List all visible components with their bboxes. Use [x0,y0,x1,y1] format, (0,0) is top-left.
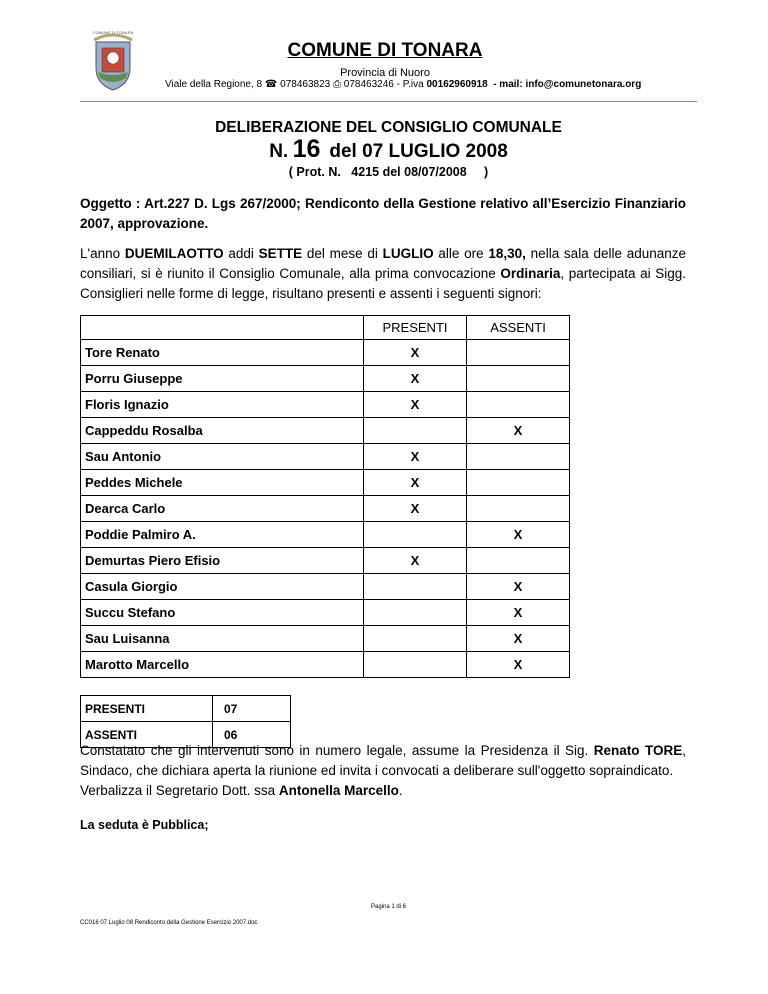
absent-mark: X [467,600,570,626]
table-row [81,470,570,496]
table-row [81,522,570,548]
header-empty-cell [81,316,364,340]
session-type: Ordinaria [500,266,561,281]
intro-text: addi [223,246,259,261]
intro-text: , partecipata ai Sigg. Consiglieri nelle forme di legge, risultano presenti e assenti i seguenti signori: [80,266,686,301]
present-mark [364,600,467,626]
councillor-name: Marotto Marcello [81,652,364,678]
present-mark [364,574,467,600]
present-mark: X [364,340,467,366]
table-row [81,496,570,522]
number-value: 16 [292,135,321,163]
table-row [81,366,570,392]
councillor-name: Dearca Carlo [81,496,364,522]
deliberation-date: del 07 LUGLIO 2008 [329,141,508,162]
crest-caption: COMUNE DI TONARA [92,30,134,35]
present-mark: X [364,392,467,418]
table-row [81,652,570,678]
absent-mark [467,470,570,496]
councillor-name: Demurtas Piero Efisio [81,548,364,574]
closing-text: . [398,783,403,798]
document-heading: DELIBERAZIONE DEL CONSIGLIO COMUNALE [215,119,562,136]
councillor-name: Peddes Michele [81,470,364,496]
table-row [81,392,570,418]
absent-mark: X [467,574,570,600]
column-header-present: PRESENTI [364,316,467,340]
closing-text: Verbalizza il Segretario Dott. ssa [80,783,279,798]
closing-text: , Sindaco, che dichiara aperta la riunione ed invita i convocati a deliberare sull'oggetto sopraindicato. [80,743,687,778]
intro-text: del mese di [302,246,383,261]
present-mark [364,522,467,548]
province: Provincia di Nuoro [340,67,430,79]
table-row [81,574,570,600]
closing-paragraph [80,741,686,801]
summary-row-present [81,696,291,722]
address: Viale della Regione, 8 [165,79,263,90]
intro-day: SETTE [258,246,303,261]
absent-mark [467,366,570,392]
present-mark: X [364,470,467,496]
file-name: CC016 07 Luglio 08 Rendiconto della Gestione Esercizio 2007.doc [80,920,258,926]
summary-absent-value: 06 [213,722,291,748]
present-mark: X [364,444,467,470]
table-row [81,626,570,652]
absent-mark: X [467,522,570,548]
intro-text: nella sala delle adunanze consiliari, si è riunito il Consiglio Comunale, alla prima convocazione [80,246,687,281]
table-row [81,444,570,470]
deliberation-number [80,135,697,164]
intro-year: DUEMILAOTTO [124,246,224,261]
councillor-name: Cappeddu Rosalba [81,418,364,444]
present-mark [364,626,467,652]
absent-mark [467,548,570,574]
intro-text: alle ore [433,246,489,261]
present-mark: X [364,496,467,522]
councillor-name: Succu Stefano [81,600,364,626]
crest-icon [88,28,138,92]
present-mark: X [364,548,467,574]
councillor-name: Sau Antonio [81,444,364,470]
intro-text: L'anno [80,246,125,261]
councillor-name: Poddie Palmiro A. [81,522,364,548]
mail-label: - mail: [493,79,523,90]
column-header-absent: ASSENTI [467,316,570,340]
fax-number: 078463246 [343,79,394,90]
protocol: ( Prot. N. 4215 del 08/07/2008 ) [288,165,489,179]
table-row [81,340,570,366]
table-header-row [81,316,570,340]
secretary-name: Antonella Marcello [278,783,399,798]
mail-address: info@comunetonara.org [525,79,642,90]
present-mark: X [364,366,467,392]
piva-number: 00162960918 [426,79,488,90]
table-row [81,600,570,626]
councillor-name: Casula Giorgio [81,574,364,600]
table-row [81,418,570,444]
present-mark [364,418,467,444]
summary-absent-label: ASSENTI [81,722,213,748]
summary-present-value: 07 [213,696,291,722]
page-number: Pagina 1 di 6 [370,904,407,910]
absent-mark [467,340,570,366]
session-public-note: La seduta è Pubblica; [80,818,209,832]
absent-mark [467,444,570,470]
absent-mark [467,392,570,418]
absent-mark: X [467,652,570,678]
intro-month: LUGLIO [382,246,434,261]
councillor-name: Floris Ignazio [81,392,364,418]
fax-icon: ⎙ [332,79,341,90]
subject: Oggetto : Art.227 D. Lgs 267/2000; Rendiconto della Gestione relativo all’Esercizio Finanziario 2007, approvazione. [80,196,686,231]
president-name: Renato TORE [593,743,683,758]
town-name: COMUNE DI TONARA [287,40,483,61]
intro-paragraph [80,244,686,304]
absent-mark: X [467,418,570,444]
councillor-name: Tore Renato [81,340,364,366]
councillor-name: Sau Luisanna [81,626,364,652]
phone-number: 078463823 [280,79,331,90]
intro-hour: 18,30, [488,246,526,261]
councillor-name: Porru Giuseppe [81,366,364,392]
absent-mark: X [467,626,570,652]
present-mark [364,652,467,678]
header-divider [80,101,697,102]
summary-present-label: PRESENTI [81,696,213,722]
closing-text: Constatato che gli intervenuti sono in numero legale, assume la Presidenza il Sig. [80,743,594,758]
phone-icon: ☎ [264,79,278,90]
table-row [81,548,570,574]
address-line [165,79,665,90]
number-prefix: N. [269,141,289,162]
absent-mark [467,496,570,522]
piva-label: - P.iva [396,79,424,90]
attendance-table [80,315,570,678]
